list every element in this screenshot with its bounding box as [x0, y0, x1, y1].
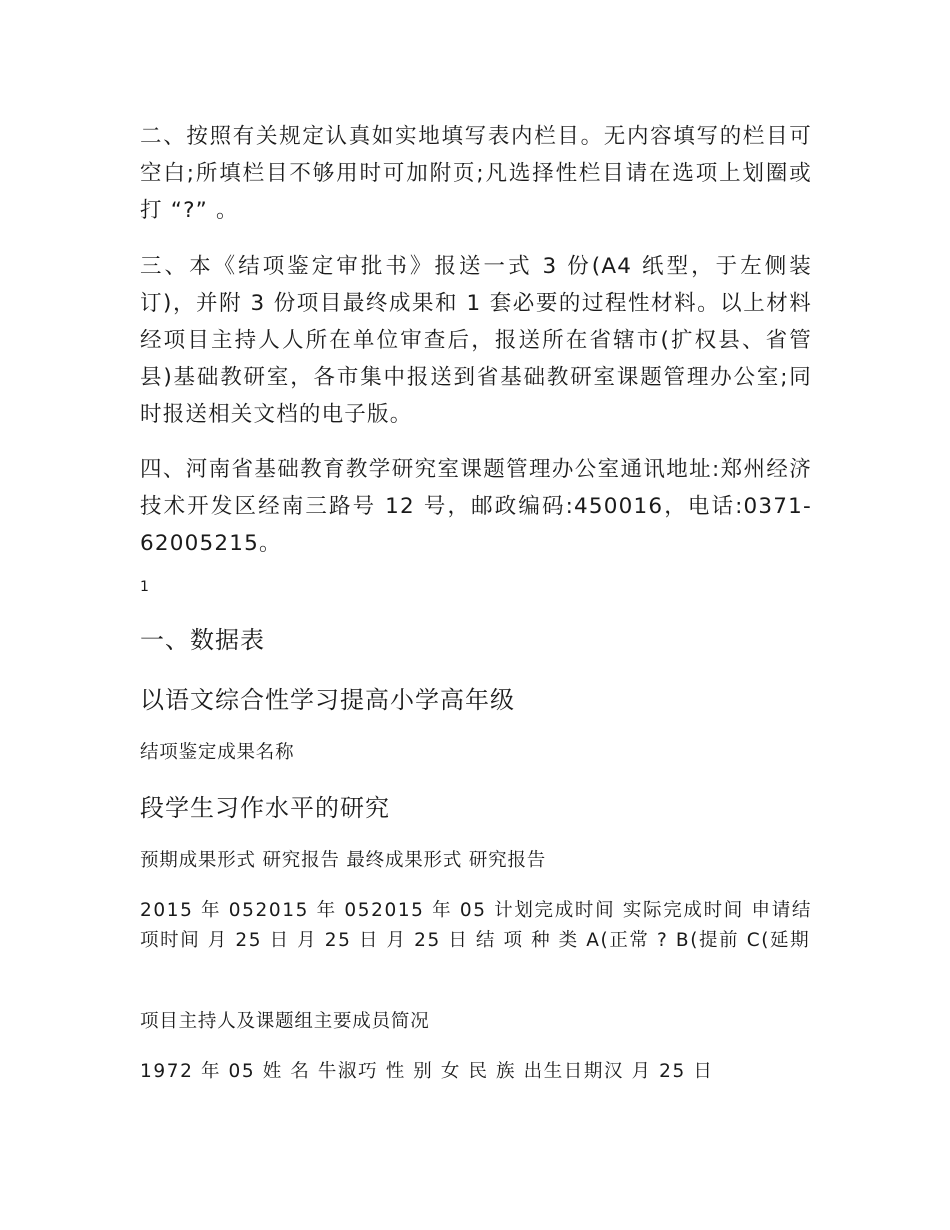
host-info-row: 1972 年 05 姓 名 牛淑巧 性 别 女 民 族 出生日期汉 月 25 日: [140, 1061, 714, 1082]
dates-row: 2015 年 052015 年 052015 年 05 计划完成时间 实际完成时间 申请结项时间 月 25 日 月 25 日 月 25 日 结 项 种 类 A(正常 ? B(提前 C(延期: [140, 900, 812, 951]
section-heading: 一、数据表: [140, 626, 265, 654]
result-forms-row: 预期成果形式 研究报告 最终成果形式 研究报告: [140, 850, 547, 871]
project-title-line2: 段学生习作水平的研究: [140, 794, 390, 822]
project-title-line1: 以语文综合性学习提高小学高年级: [140, 686, 515, 714]
page-number: 1: [140, 579, 149, 595]
instruction-item-3: 三、本《结项鉴定审批书》报送一式 3 份(A4 纸型，于左侧装订)，并附 3 份项目最终成果和 1 套必要的过程性材料。以上材料经项目主持人人所在单位审查后，报送所在省辖市(扩权县、省管县)基础教研室，各市集中报送到省基础教研室课题管理办公室;同时报送相关文档的电子版。: [140, 254, 812, 427]
members-heading: 项目主持人及课题组主要成员简况: [140, 1011, 430, 1032]
instruction-item-4: 四、河南省基础教育教学研究室课题管理办公室通讯地址:郑州经济技术开发区经南三路号 12 号，邮政编码:450016，电话:0371-62005215。: [140, 457, 812, 556]
project-title-label: 结项鉴定成果名称: [140, 742, 295, 763]
instruction-item-2: 二、按照有关规定认真如实地填写表内栏目。无内容填写的栏目可空白;所填栏目不够用时可加附页;凡选择性栏目请在选项上划圈或打 “?” 。: [140, 124, 812, 223]
